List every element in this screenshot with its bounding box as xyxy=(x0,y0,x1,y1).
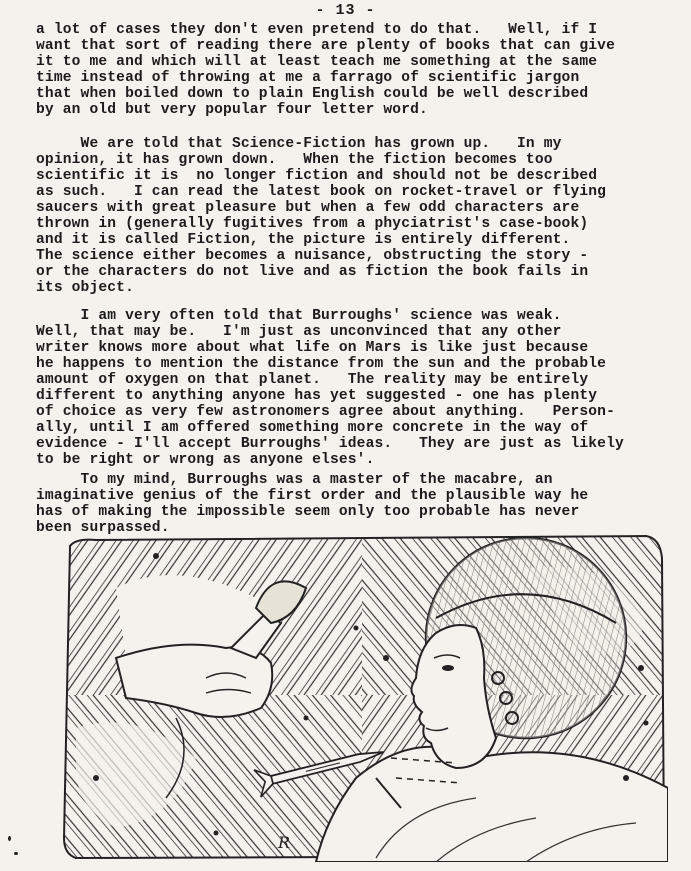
body-line: been surpassed. xyxy=(36,520,170,536)
body-line: Well, that may be. I'm just as unconvinced that any other xyxy=(36,324,562,340)
body-line: to be right or wrong as anyone elses'. xyxy=(36,452,375,468)
body-line: imaginative genius of the first order and the plausible way he xyxy=(36,488,589,504)
paper-speck xyxy=(14,852,18,855)
paper-speck xyxy=(8,836,11,841)
body-line: I am very often told that Burroughs' science was weak. xyxy=(36,308,562,324)
body-line: opinion, it has grown down. When the fiction becomes too xyxy=(36,152,553,168)
body-line: writer knows more about what life on Mars is like just because xyxy=(36,340,589,356)
body-line: has of making the impossible seem only too probable has never xyxy=(36,504,580,520)
body-line: The science either becomes a nuisance, obstructing the story - xyxy=(36,248,589,264)
body-line: and it is called Fiction, the picture is entirely different. xyxy=(36,232,571,248)
body-line: want that sort of reading there are plenty of books that can give xyxy=(36,38,615,54)
astronaut-with-rocket-illustration xyxy=(56,528,668,862)
body-line: a lot of cases they don't even pretend to do that. Well, if I xyxy=(36,22,598,38)
illustration-signature: R xyxy=(278,833,291,852)
body-line: or the characters do not live and as fiction the book fails in xyxy=(36,264,589,280)
body-line: different to anything anyone has yet suggested - one has plenty xyxy=(36,388,598,404)
body-line: he happens to mention the distance from the sun and the probable xyxy=(36,356,607,372)
body-line: saucers with great pleasure but when a few odd characters are xyxy=(36,200,580,216)
body-line: of choice as very few astronomers agree about anything. Person- xyxy=(36,404,615,420)
body-line: it to me and which will at least teach me something at the same xyxy=(36,54,598,70)
body-line: that when boiled down to plain English could be well described xyxy=(36,86,589,102)
body-line: as such. I can read the latest book on rocket-travel or flying xyxy=(36,184,607,200)
body-line: thrown in (generally fugitives from a phyciatrist's case-book) xyxy=(36,216,589,232)
body-line: its object. xyxy=(36,280,134,296)
body-line: scientific it is no longer fiction and should not be described xyxy=(36,168,598,184)
body-line: ally, until I am offered something more concrete in the way of xyxy=(36,420,589,436)
body-line: We are told that Science-Fiction has grown up. In my xyxy=(36,136,562,152)
page-number: - 13 - xyxy=(315,2,376,19)
body-line: amount of oxygen on that planet. The reality may be entirely xyxy=(36,372,589,388)
body-line: evidence - I'll accept Burroughs' ideas. They are just as likely xyxy=(36,436,624,452)
body-line: To my mind, Burroughs was a master of the macabre, an xyxy=(36,472,553,488)
body-line: time instead of throwing at me a farrago of scientific jargon xyxy=(36,70,580,86)
body-line: by an old but very popular four letter word. xyxy=(36,102,428,118)
